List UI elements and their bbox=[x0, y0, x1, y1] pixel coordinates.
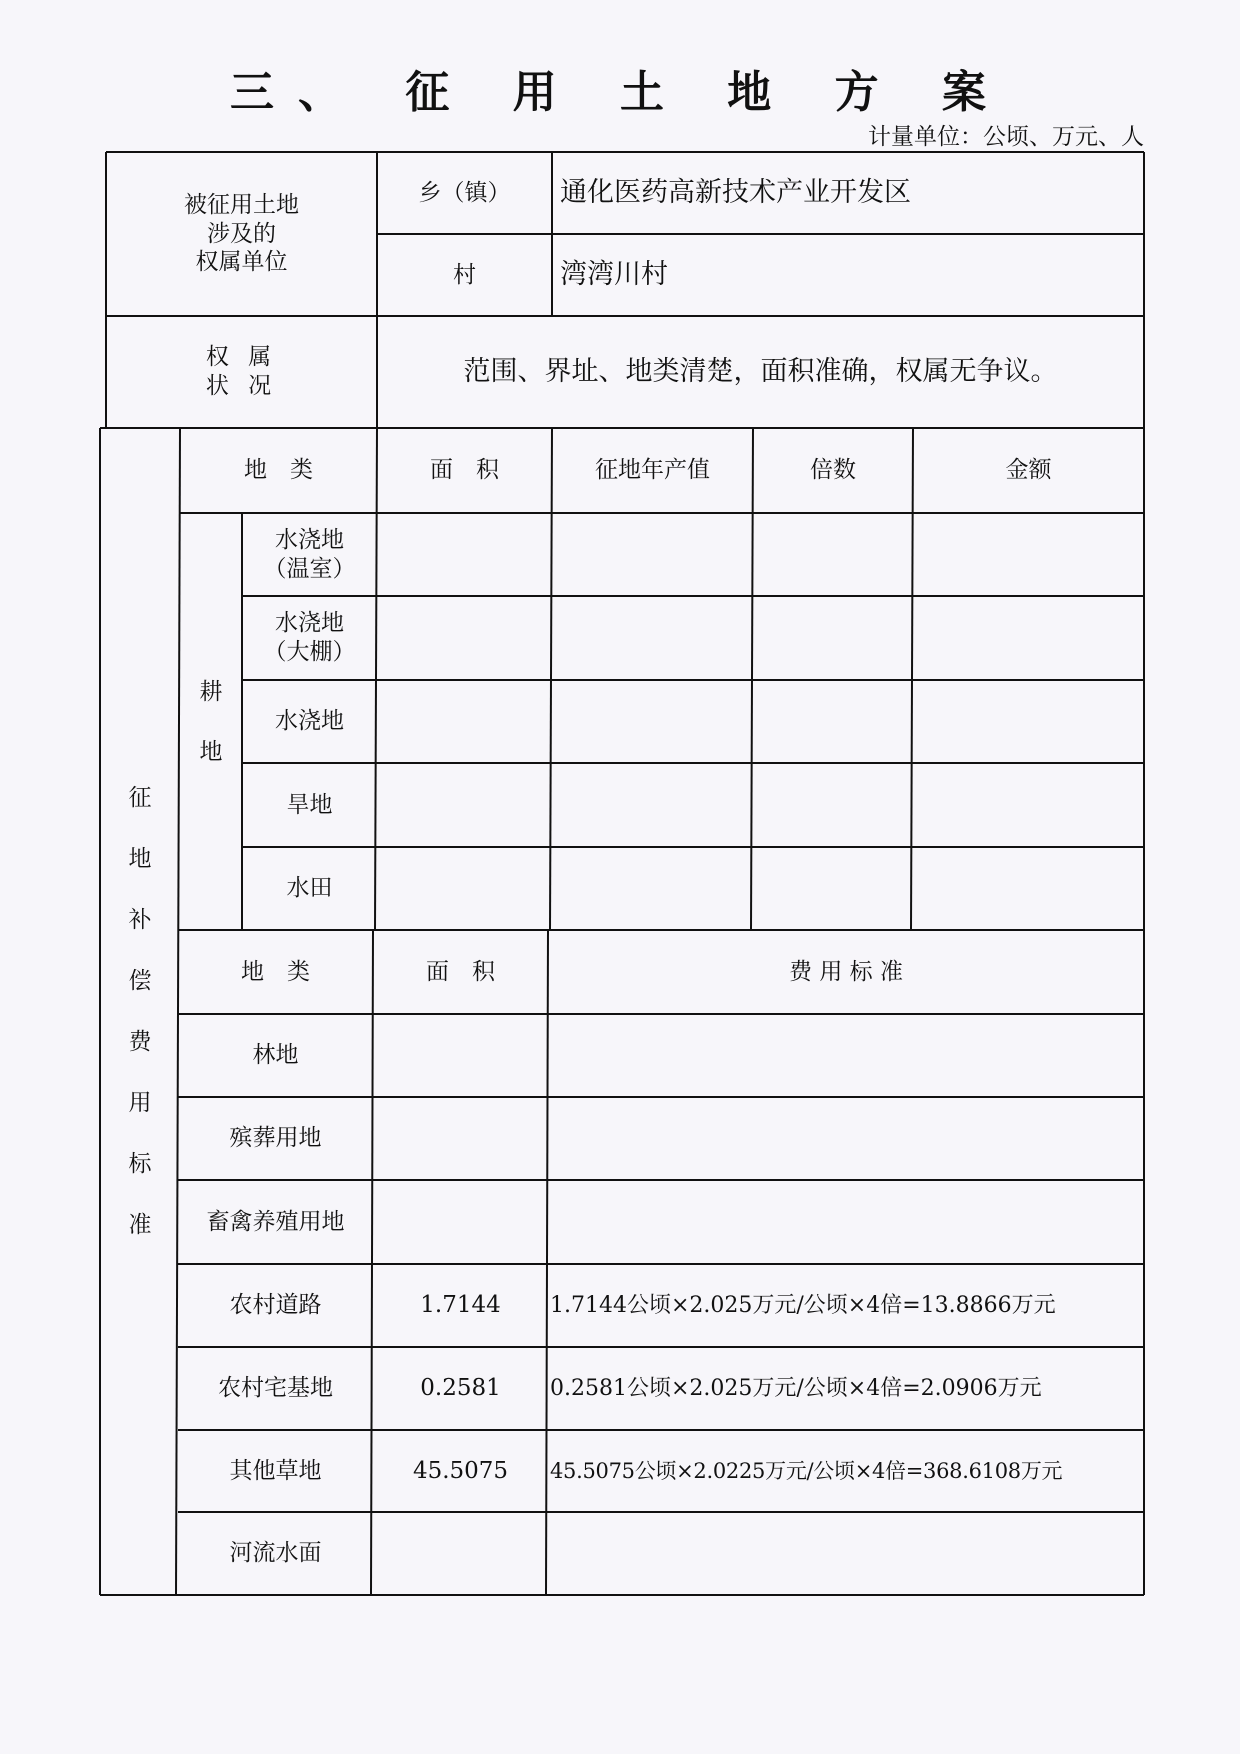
header1-land-type: 地 类 bbox=[244, 457, 313, 484]
other-row-name: 殡葬用地 bbox=[229, 1125, 322, 1152]
other-row-standard: 45.5075公顷×2.0225万元/公顷×4倍=368.6108万元 bbox=[550, 1458, 1063, 1483]
other-row-standard bbox=[548, 1180, 1144, 1264]
compensation-standard-label: 征 地 补 偿 费 用 标 准 bbox=[128, 784, 152, 1238]
header1-amount: 金额 bbox=[1005, 457, 1052, 484]
cultivated-row-name: 水浇地 （大棚） bbox=[263, 610, 356, 665]
measurement-unit: 计量单位：公顷、万元、人 bbox=[868, 124, 1144, 150]
other-row-standard bbox=[548, 1097, 1144, 1180]
cultivated-row-name: 旱地 bbox=[286, 791, 333, 818]
other-row-name: 畜禽养殖用地 bbox=[206, 1208, 345, 1235]
village-value: 湾湾川村 bbox=[560, 259, 668, 291]
header2-land-type: 地 类 bbox=[241, 958, 310, 985]
other-row-name: 其他草地 bbox=[229, 1457, 322, 1484]
other-row-name: 农村道路 bbox=[229, 1292, 322, 1319]
ownership-status-label: 权 属 状 况 bbox=[205, 344, 278, 399]
village-label: 村 bbox=[453, 261, 476, 288]
ownership-unit-label: 被征用土地 涉及的 权属单位 bbox=[184, 191, 299, 276]
header2-area: 面 积 bbox=[426, 958, 495, 985]
other-row-area bbox=[373, 1512, 548, 1595]
other-row-area bbox=[373, 1097, 548, 1180]
town-label: 乡（镇） bbox=[418, 179, 511, 206]
header2-fee-standard: 费 用 标 准 bbox=[789, 958, 903, 985]
other-row-standard: 0.2581公顷×2.025万元/公顷×4倍=2.0906万元 bbox=[550, 1375, 1042, 1401]
other-row-standard bbox=[548, 1014, 1144, 1097]
other-row-area: 1.7144 bbox=[420, 1292, 501, 1319]
header1-area: 面 积 bbox=[430, 457, 499, 484]
other-row-standard: 1.7144公顷×2.025万元/公顷×4倍=13.8866万元 bbox=[550, 1292, 1056, 1318]
other-row-area bbox=[373, 1014, 548, 1097]
other-row-name: 农村宅基地 bbox=[218, 1375, 333, 1402]
other-row-standard bbox=[548, 1512, 1144, 1595]
ownership-status-value: 范围、界址、地类清楚，面积准确，权属无争议。 bbox=[463, 356, 1058, 388]
cultivated-row-name: 水浇地 bbox=[275, 708, 344, 735]
other-row-area: 0.2581 bbox=[420, 1375, 501, 1402]
cultivated-row-name: 水田 bbox=[286, 875, 333, 902]
header1-multiple: 倍数 bbox=[810, 457, 856, 484]
cultivated-land-label: 耕 地 bbox=[199, 678, 223, 765]
town-value: 通化医药高新技术产业开发区 bbox=[560, 177, 911, 209]
other-row-name: 河流水面 bbox=[229, 1540, 322, 1567]
cultivated-row-name: 水浇地 （温室） bbox=[263, 526, 356, 582]
page-title: 三、 征 用 土 地 方 案 bbox=[230, 67, 1010, 118]
header1-annual-output: 征地年产值 bbox=[595, 457, 710, 484]
other-row-area bbox=[373, 1180, 548, 1264]
other-row-area: 45.5075 bbox=[412, 1457, 509, 1484]
other-row-name: 林地 bbox=[252, 1042, 299, 1069]
